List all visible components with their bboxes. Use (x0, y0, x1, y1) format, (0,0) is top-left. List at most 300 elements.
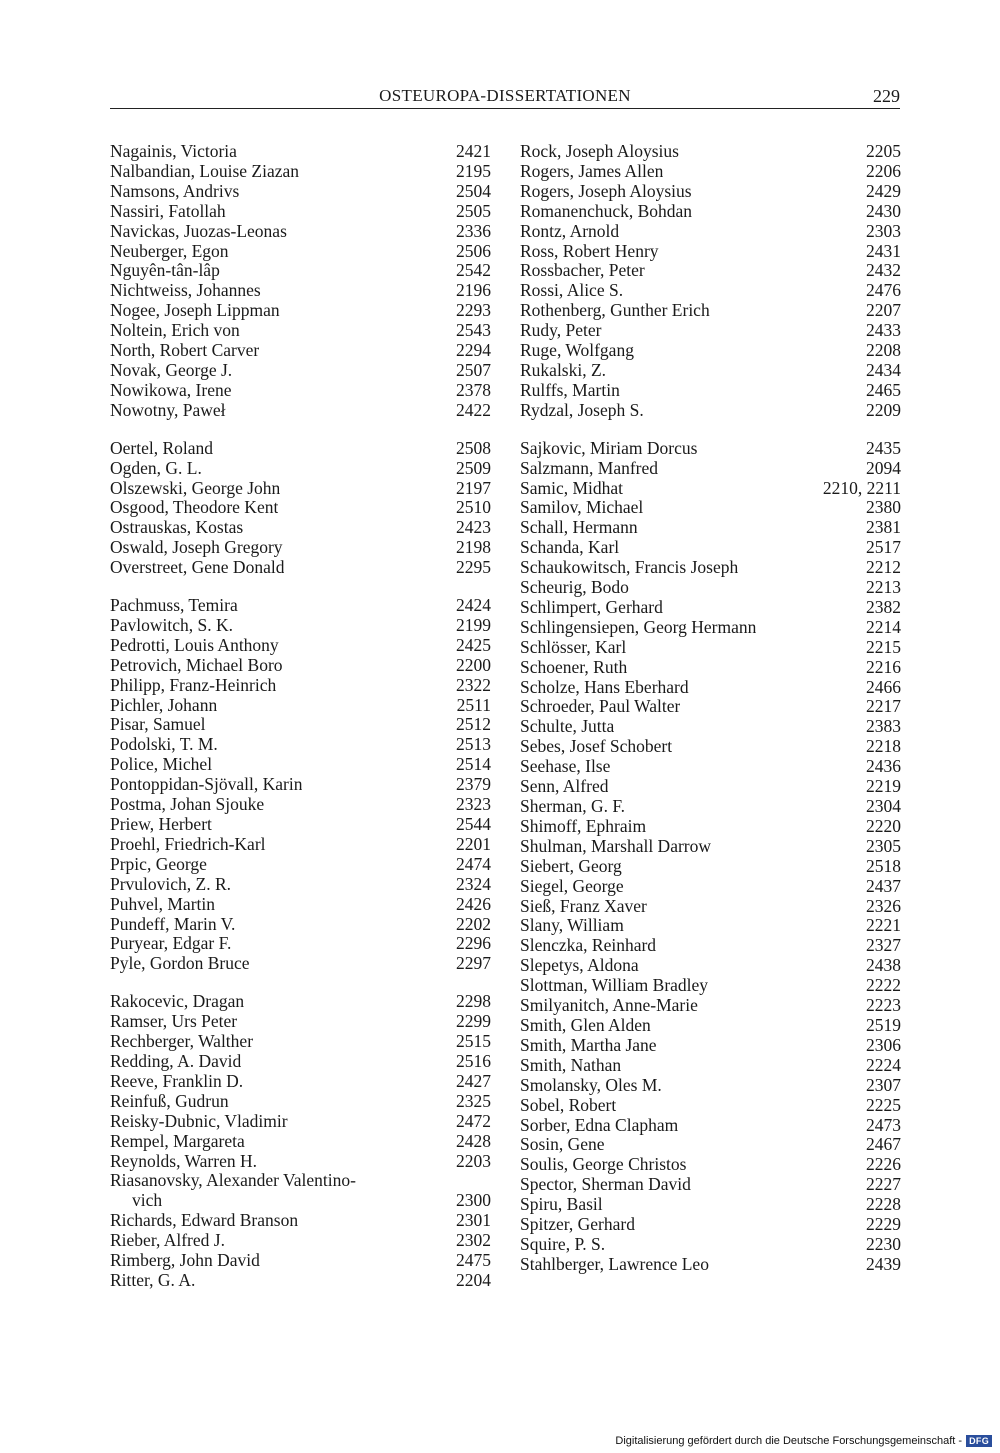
entry-number: 2510 (456, 497, 491, 518)
entry-number: 2296 (456, 933, 491, 954)
index-entry (110, 182, 491, 202)
index-entry (110, 915, 491, 935)
index-entry (520, 1195, 901, 1215)
entry-name: Rukalski, Z. (520, 360, 607, 380)
entry-name: Rossi, Alice S. (520, 281, 624, 301)
entry-name: Pundeff, Marin V. (110, 914, 236, 934)
entry-name: Ogden, G. L. (110, 458, 202, 478)
entry-name: Nassiri, Fatollah (110, 201, 226, 221)
index-entry (520, 361, 901, 381)
entry-name: Ramser, Urs Peter (110, 1012, 238, 1032)
entry-name: Postma, Johan Sjouke (110, 795, 265, 815)
entry-number: 2473 (866, 1114, 901, 1135)
entry-number: 2227 (866, 1174, 901, 1195)
entry-number: 2218 (866, 736, 901, 757)
entry-number: 2474 (456, 853, 491, 874)
index-entry (110, 459, 491, 479)
index-entry (520, 321, 901, 341)
entry-name: Reinfuß, Gudrun (110, 1091, 229, 1111)
index-entry (110, 142, 491, 162)
entry-number: 2196 (456, 280, 491, 301)
index-entry (520, 598, 901, 618)
entry-name: Reisky-Dubnic, Vladimir (110, 1111, 288, 1131)
entry-number: 2379 (456, 774, 491, 795)
index-entry (520, 439, 901, 459)
entry-number: 2508 (456, 437, 491, 458)
index-entry (520, 381, 901, 401)
index-entry (110, 202, 491, 222)
entry-name: Rieber, Alfred J. (110, 1231, 225, 1251)
entry-number: 2206 (866, 160, 901, 181)
entry-number: 2323 (456, 794, 491, 815)
index-entry (110, 735, 491, 755)
entry-number: 2230 (866, 1233, 901, 1254)
left-index-column (110, 142, 491, 1291)
entry-name: Pavlowitch, S. K. (110, 615, 233, 635)
entry-name: Puhvel, Martin (110, 894, 215, 914)
entry-name: Rempel, Margareta (110, 1131, 245, 1151)
entry-number: 2195 (456, 160, 491, 181)
entry-number: 2516 (456, 1050, 491, 1071)
entry-name: Nguyên-tân-lâp (110, 261, 220, 281)
entry-number: 2212 (866, 557, 901, 578)
entry-name: Richards, Edward Branson (110, 1211, 299, 1231)
entry-name: Namsons, Andrivs (110, 181, 240, 201)
index-entry (520, 498, 901, 518)
entry-number: 2293 (456, 300, 491, 321)
entry-name: Slottman, William Bradley (520, 976, 709, 996)
entry-name: Senn, Alfred (520, 777, 609, 797)
entry-number: 2382 (866, 596, 901, 617)
entry-number: 2213 (866, 577, 901, 598)
entry-name: Rogers, James Allen (520, 161, 664, 181)
entry-name: Smith, Glen Alden (520, 1015, 651, 1035)
index-entry (520, 182, 901, 202)
index-entry (110, 954, 491, 974)
entry-number: 2439 (866, 1253, 901, 1274)
entry-number: 2428 (456, 1130, 491, 1151)
entry-name: Samilov, Michael (520, 498, 644, 518)
entry-name: Sosin, Gene (520, 1135, 605, 1155)
index-entry (110, 242, 491, 262)
index-entry (110, 855, 491, 875)
entry-name: Schall, Hermann (520, 518, 638, 538)
entry-name: Podolski, T. M. (110, 735, 218, 755)
index-entry (520, 1016, 901, 1036)
index-entry (520, 301, 901, 321)
entry-number: 2307 (866, 1074, 901, 1095)
index-entry (110, 875, 491, 895)
entry-number: 2436 (866, 756, 901, 777)
entry-number: 2205 (866, 141, 901, 161)
entry-name: Oertel, Roland (110, 438, 214, 458)
entry-name: Ritter, G. A. (110, 1270, 196, 1290)
entry-number: 2225 (866, 1094, 901, 1115)
index-entry (110, 479, 491, 499)
entry-number: 2214 (866, 616, 901, 637)
footer-credit: Digitalisierung gefördert durch die Deutsche Forschungsgemeinschaft - (615, 1435, 963, 1447)
entry-number: 2217 (866, 696, 901, 717)
entry-name: Siebert, Georg (520, 856, 622, 876)
entry-number: 2198 (456, 537, 491, 558)
entry-number: 2423 (456, 517, 491, 538)
entry-name: Sherman, G. F. (520, 797, 626, 816)
entry-name: Schaukowitsch, Francis Joseph (520, 558, 739, 578)
index-entry (110, 222, 491, 242)
entry-number: 2324 (456, 873, 491, 894)
entry-number: 2435 (866, 437, 901, 458)
index-entry (520, 857, 901, 877)
index-entry (520, 281, 901, 301)
entry-name: Schlimpert, Gerhard (520, 597, 663, 617)
entry-name: Slany, William (520, 916, 624, 936)
entry-name: Schanda, Karl (520, 538, 620, 558)
entry-number: 2229 (866, 1214, 901, 1235)
entry-name: Pichler, Johann (110, 695, 218, 715)
index-entry (110, 596, 491, 616)
index-entry (520, 1116, 901, 1136)
index-entry (110, 656, 491, 676)
entry-number: 2424 (456, 595, 491, 616)
entry-name: Nagainis, Victoria (110, 142, 237, 161)
index-entry (110, 498, 491, 518)
entry-number: 2422 (456, 399, 491, 420)
entry-number: 2467 (866, 1134, 901, 1155)
index-entry (520, 1255, 901, 1275)
entry-number: 2507 (456, 359, 491, 380)
index-entry (520, 638, 901, 658)
index-entry (520, 1056, 901, 1076)
entry-name: Spiru, Basil (520, 1195, 603, 1215)
index-entry (110, 1271, 491, 1291)
entry-name: Olszewski, George John (110, 478, 281, 498)
entry-name: Proehl, Friedrich-Karl (110, 834, 266, 854)
index-entry (520, 956, 901, 976)
entry-name: Romanenchuck, Bohdan (520, 201, 693, 221)
index-entry (110, 1132, 491, 1152)
index-entry (110, 616, 491, 636)
index-entry (520, 479, 901, 499)
index-entry (520, 777, 901, 797)
index-entry (520, 142, 901, 162)
entry-name: Priew, Herbert (110, 815, 212, 834)
entry-number: 2466 (866, 676, 901, 697)
entry-name: Petrovich, Michael Boro (110, 655, 283, 675)
entry-number: 2207 (866, 300, 901, 321)
entry-number: 2203 (456, 1150, 491, 1171)
index-entry (110, 1012, 491, 1032)
entry-name: Oswald, Joseph Gregory (110, 538, 283, 558)
index-entry (520, 578, 901, 598)
entry-name: Puryear, Edgar F. (110, 934, 232, 954)
index-entry (520, 717, 901, 737)
index-entry (110, 835, 491, 855)
index-entry (110, 1251, 491, 1271)
entry-name: Pyle, Gordon Bruce (110, 954, 250, 974)
entry-number: 2294 (456, 340, 491, 361)
entry-name: Neuberger, Egon (110, 241, 229, 261)
entry-number: 2504 (456, 180, 491, 201)
entry-name: Rogers, Joseph Aloysius (520, 181, 692, 201)
entry-name: Noltein, Erich von (110, 321, 240, 341)
index-entry (110, 381, 491, 401)
entry-number: 2209 (866, 399, 901, 420)
index-entry (520, 1215, 901, 1235)
entry-number: 2511 (456, 694, 491, 715)
entry-number: 2431 (866, 240, 901, 261)
entry-name: Rothenberg, Gunther Erich (520, 301, 710, 321)
entry-name: Shimoff, Ephraim (520, 816, 647, 836)
index-entry (110, 676, 491, 696)
entry-number: 2305 (866, 835, 901, 856)
section-gap (110, 578, 491, 596)
entry-number: 2514 (456, 754, 491, 775)
section-gap (110, 421, 491, 439)
entry-number: 2378 (456, 379, 491, 400)
entry-number: 2513 (456, 734, 491, 755)
entry-name: Schlösser, Karl (520, 637, 627, 657)
index-entry (520, 897, 901, 917)
entry-number: 2299 (456, 1011, 491, 1032)
entry-number: 2383 (866, 716, 901, 737)
index-entry (520, 1155, 901, 1175)
entry-name: Samic, Midhat (520, 478, 624, 498)
entry-name: Soulis, George Christos (520, 1155, 687, 1175)
index-entry (520, 341, 901, 361)
index-entry (520, 558, 901, 578)
index-entry (110, 815, 491, 835)
entry-number: 2220 (866, 815, 901, 836)
entry-number: 2544 (456, 814, 491, 834)
entry-name: Scheurig, Bodo (520, 578, 629, 598)
index-entry (110, 696, 491, 716)
index-entry (110, 1231, 491, 1251)
entry-name: Rossbacher, Peter (520, 261, 645, 281)
entry-name: Reynolds, Warren H. (110, 1151, 257, 1171)
entry-number: 2210, 2211 (822, 477, 901, 498)
index-entry (520, 797, 901, 817)
entry-name: Stahlberger, Lawrence Leo (520, 1254, 709, 1274)
entry-number: 2336 (456, 220, 491, 241)
entry-number: 2221 (866, 915, 901, 936)
entry-name: Novak, George J. (110, 360, 233, 380)
index-entry (110, 1211, 491, 1231)
entry-name: Smith, Martha Jane (520, 1035, 657, 1055)
entry-number: 2512 (456, 714, 491, 735)
index-entry (110, 795, 491, 815)
entry-name: Nowotny, Paweł (110, 400, 226, 420)
entry-number: 2327 (866, 935, 901, 956)
entry-name: Reeve, Franklin D. (110, 1071, 244, 1091)
index-entry (520, 837, 901, 857)
index-entry (520, 261, 901, 281)
entry-number: 2543 (456, 320, 491, 341)
entry-number: 2421 (456, 141, 491, 161)
entry-number: 2475 (456, 1250, 491, 1271)
entry-name: Smith, Nathan (520, 1055, 622, 1075)
entry-number: 2199 (456, 614, 491, 635)
index-entry (520, 242, 901, 262)
entry-number: 2298 (456, 991, 491, 1012)
entry-number: 2515 (456, 1031, 491, 1052)
index-entry (110, 1171, 491, 1211)
entry-name: Osgood, Theodore Kent (110, 498, 279, 518)
entry-name: Sobel, Robert (520, 1095, 617, 1115)
entry-name: Nalbandian, Louise Ziazan (110, 161, 300, 181)
running-header (110, 86, 900, 109)
entry-number: 2223 (866, 995, 901, 1016)
index-entry (110, 401, 491, 421)
index-entry (110, 301, 491, 321)
entry-number: 2204 (456, 1269, 491, 1290)
index-entry (520, 1076, 901, 1096)
entry-number: 2472 (456, 1110, 491, 1131)
index-entry (110, 1092, 491, 1112)
index-entry (520, 1175, 901, 1195)
section-gap (520, 421, 901, 439)
index-entry (520, 459, 901, 479)
entry-number: 2509 (456, 457, 491, 478)
index-entry (110, 1112, 491, 1132)
entry-number: 2302 (456, 1230, 491, 1251)
entry-number: 2197 (456, 477, 491, 498)
index-entry (520, 916, 901, 936)
entry-name: Squire, P. S. (520, 1234, 606, 1254)
entry-number: 2433 (866, 320, 901, 341)
index-entry (520, 1135, 901, 1155)
entry-number: 2429 (866, 180, 901, 201)
entry-name: Prvulovich, Z. R. (110, 874, 232, 894)
index-entry (520, 817, 901, 837)
index-entry (520, 222, 901, 242)
entry-name: Seehase, Ilse (520, 757, 611, 777)
index-entry (520, 658, 901, 678)
index-entry (520, 877, 901, 897)
entry-name: Scholze, Hans Eberhard (520, 677, 689, 697)
entry-number: 2300 (456, 1190, 491, 1211)
entry-name: Rulffs, Martin (520, 380, 620, 400)
entry-name: Siegel, George (520, 876, 624, 896)
index-entry (110, 992, 491, 1012)
entry-number: 2326 (866, 895, 901, 916)
index-entry (110, 1052, 491, 1072)
entry-name: Sorber, Edna Clapham (520, 1115, 679, 1135)
entry-number: 2306 (866, 1034, 901, 1055)
index-entry (520, 737, 901, 757)
entry-name: Schulte, Jutta (520, 717, 615, 737)
index-entry (110, 321, 491, 341)
entry-name: Rock, Joseph Aloysius (520, 142, 679, 161)
entry-number: 2437 (866, 875, 901, 896)
entry-number: 2200 (456, 654, 491, 675)
index-entry (110, 538, 491, 558)
index-entry (110, 281, 491, 301)
entry-name-continuation: vich (132, 1190, 163, 1211)
entry-number: 2303 (866, 220, 901, 241)
entry-name: Schroeder, Paul Walter (520, 697, 681, 717)
entry-name: Schlingensiepen, Georg Hermann (520, 617, 757, 637)
index-entry (110, 1032, 491, 1052)
entry-name: Smolansky, Oles M. (520, 1075, 662, 1095)
entry-number: 2228 (866, 1194, 901, 1215)
entry-name: Nogee, Joseph Lippman (110, 301, 280, 321)
entry-name: Smilyanitch, Anne-Marie (520, 996, 698, 1016)
entry-name: Rydzal, Joseph S. (520, 400, 644, 420)
index-entry (520, 518, 901, 538)
entry-name: Overstreet, Gene Donald (110, 558, 285, 578)
index-entry (110, 775, 491, 795)
index-entry (110, 715, 491, 735)
entry-number: 2219 (866, 776, 901, 797)
entry-number: 2201 (456, 833, 491, 854)
entry-name: Ross, Robert Henry (520, 241, 659, 261)
entry-number: 2226 (866, 1154, 901, 1175)
entry-name: Sajkovic, Miriam Dorcus (520, 438, 698, 458)
entry-name: Sieß, Franz Xaver (520, 896, 647, 916)
entry-number: 2432 (866, 260, 901, 281)
entry-name: Pontoppidan-Sjövall, Karin (110, 775, 303, 795)
entry-name: Philipp, Franz-Heinrich (110, 675, 277, 695)
entry-number: 2465 (866, 379, 901, 400)
entry-number: 2438 (866, 955, 901, 976)
index-entry (110, 341, 491, 361)
index-entry (110, 558, 491, 578)
index-entry (520, 996, 901, 1016)
entry-name: Navickas, Juozas-Leonas (110, 221, 287, 241)
entry-name: Spector, Sherman David (520, 1175, 691, 1195)
entry-name: Ostrauskas, Kostas (110, 518, 244, 538)
entry-name: Slenczka, Reinhard (520, 936, 657, 956)
entry-name: North, Robert Carver (110, 341, 260, 361)
index-entry (110, 934, 491, 954)
entry-name: Pisar, Samuel (110, 715, 206, 735)
index-entry (520, 1036, 901, 1056)
right-index-column (520, 142, 901, 1275)
entry-name: Nowikowa, Irene (110, 380, 232, 400)
index-entry (110, 361, 491, 381)
entry-name: Sebes, Josef Schobert (520, 737, 673, 757)
entry-number: 2430 (866, 200, 901, 221)
entry-name: Redding, A. David (110, 1051, 242, 1071)
index-entry (110, 755, 491, 775)
footer (615, 1435, 992, 1447)
index-entry (110, 162, 491, 182)
running-title: OSTEUROPA-DISSERTATIONEN (379, 86, 631, 105)
entry-number: 2506 (456, 240, 491, 261)
entry-name: Ruge, Wolfgang (520, 341, 634, 361)
entry-number: 2381 (866, 517, 901, 538)
index-entry (520, 936, 901, 956)
entry-number: 2519 (866, 1014, 901, 1035)
entry-name: Pedrotti, Louis Anthony (110, 635, 279, 655)
entry-number: 2304 (866, 796, 901, 816)
entry-name: Rechberger, Walther (110, 1032, 254, 1052)
section-gap (110, 974, 491, 992)
entry-name: Rimberg, John David (110, 1251, 260, 1271)
entry-number: 2322 (456, 674, 491, 695)
page-number: 229 (873, 86, 900, 106)
entry-name: Prpic, George (110, 854, 207, 874)
entry-name: Rudy, Peter (520, 321, 602, 341)
index-entry (110, 518, 491, 538)
index-entry (110, 895, 491, 915)
entry-name: Slepetys, Aldona (520, 956, 639, 976)
index-entry (110, 1152, 491, 1172)
entry-number: 2434 (866, 359, 901, 380)
entry-name: Pachmuss, Temira (110, 596, 238, 616)
entry-number: 2380 (866, 497, 901, 518)
entry-number: 2297 (456, 953, 491, 974)
